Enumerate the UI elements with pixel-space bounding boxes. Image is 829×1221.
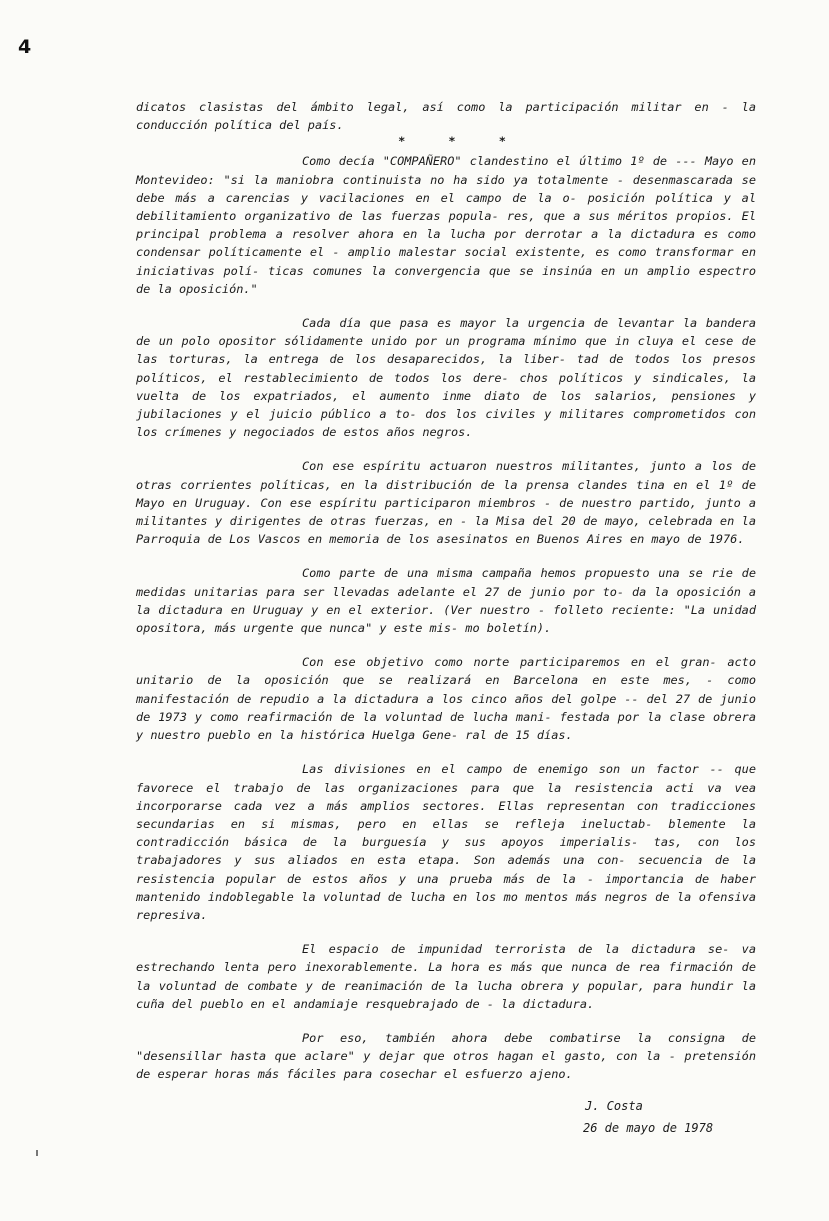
paragraph-militantes: Con ese espíritu actuaron nuestros militantes, junto a los de otras corrientes políticas, en la distribución de la prensa clandes tina en el 1º de Mayo en Uruguay. Con ese espíritu participaron miembros - de nuestro partido, junto a militantes y dirigentes de otras fuerzas, en - la Misa del 20 de mayo, celebrada en la Parroquia de Los Vascos en memoria de los asesinatos en Buenos Aires en mayo de 1976. [136, 459, 756, 547]
corner-mark [36, 1150, 38, 1156]
opening-lines: dicatos clasistas del ámbito legal, así como la participación militar en - la conducción política del país. [136, 100, 756, 133]
paragraph-campana: Como parte de una misma campaña hemos propuesto una se rie de medidas unitarias para ser llevadas adelante el 27 de junio por to- da la oposición a la dictadura en Uruguay y en el exterior. (Ver nuestro - folleto reciente: "La unidad opositora, más urgente que nunca" y este mis- mo boletín). [136, 566, 756, 636]
paragraph-barcelona: Con ese objetivo como norte participaremos en el gran- acto unitario de la oposición que se realizará en Barcelona en este mes, - como manifestación de repudio a la dictadura a los cinco años del golpe -- del 27 de junio de 1973 y como reafirmación de la voluntad de lucha mani- festada por la clase obrera y nuestro pueblo en la histórica Huelga Gene- ral de 15 días. [136, 655, 756, 743]
section-separator: * * * [398, 134, 524, 149]
paragraph-impunidad: El espacio de impunidad terrorista de la dictadura se- va estrechando lenta pero inexorablemente. La hora es más que nunca de rea firmación de la voluntad de combate y de reanimación de la lucha obrera y popular, para hundir la cuña del pueblo en el andamiaje resquebrajado de - la dictadura. [136, 942, 756, 1011]
signature-name: J. Costa [585, 1099, 643, 1113]
signature-block [583, 1095, 713, 1139]
paragraph-companero-quote: Como decía "COMPAÑERO" clandestino el último 1º de --- Mayo en Montevideo: "si la maniobra continuista no ha sido ya totalmente - desenmascarada se debe más a carencias y vacilaciones en el campo de la o- posición política y al debilitamiento organizativo de las fuerzas popula- res, que a sus méritos propios. El principal problema a resolver ahora en la lucha por derrotar a la dictadura es como condensar políticamente el - amplio malestar social existente, es como transformar en iniciativas polí- ticas comunes la convergencia que se insinúa en un amplio espectro de la oposición." [136, 154, 756, 296]
paragraph-divisiones: Las divisiones en el campo de enemigo son un factor -- que favorece el trabajo de las organizaciones para que la resistencia acti va vea incorporarse cada vez a más amplios sectores. Ellas representan con tradicciones secundarias en si mismas, pero en ellas se refleja ineluctab- blemente la contradicción básica de la burguesía y sus apoyos imperialis- tas, con los trabajadores y sus aliados en esta etapa. Son además una con- secuencia de la resistencia popular de estos años y una prueba más de la - importancia de haber mantenido indoblegable la voluntad de lucha en los mo mentos más negros de la ofensiva represiva. [136, 762, 756, 922]
signature-date: 26 de mayo de 1978 [583, 1121, 714, 1135]
paragraph-consigna: Por eso, también ahora debe combatirse la consigna de "desensillar hasta que aclare" y dejar que otros hagan el gasto, con la - pretensión de esperar horas más fáciles para cosechar el esfuerzo ajeno. [136, 1030, 756, 1082]
article-body [136, 98, 756, 1100]
page-number: 4 [18, 36, 32, 58]
paragraph-polo-opositor: Cada día que pasa es mayor la urgencia de levantar la bandera de un polo opositor sólidamente unido por un programa mínimo que in cluya el cese de las torturas, la entrega de los desaparecidos, la liber- tad de todos los presos políticos, el restablecimiento de todos los dere- chos políticos y sindicales, la vuelta de los expatriados, el aumento inme diato de los salarios, pensiones y jubilaciones y el juicio público a to- dos los civiles y militares comprometidos con los crímenes y negociados de estos años negros. [136, 316, 756, 440]
